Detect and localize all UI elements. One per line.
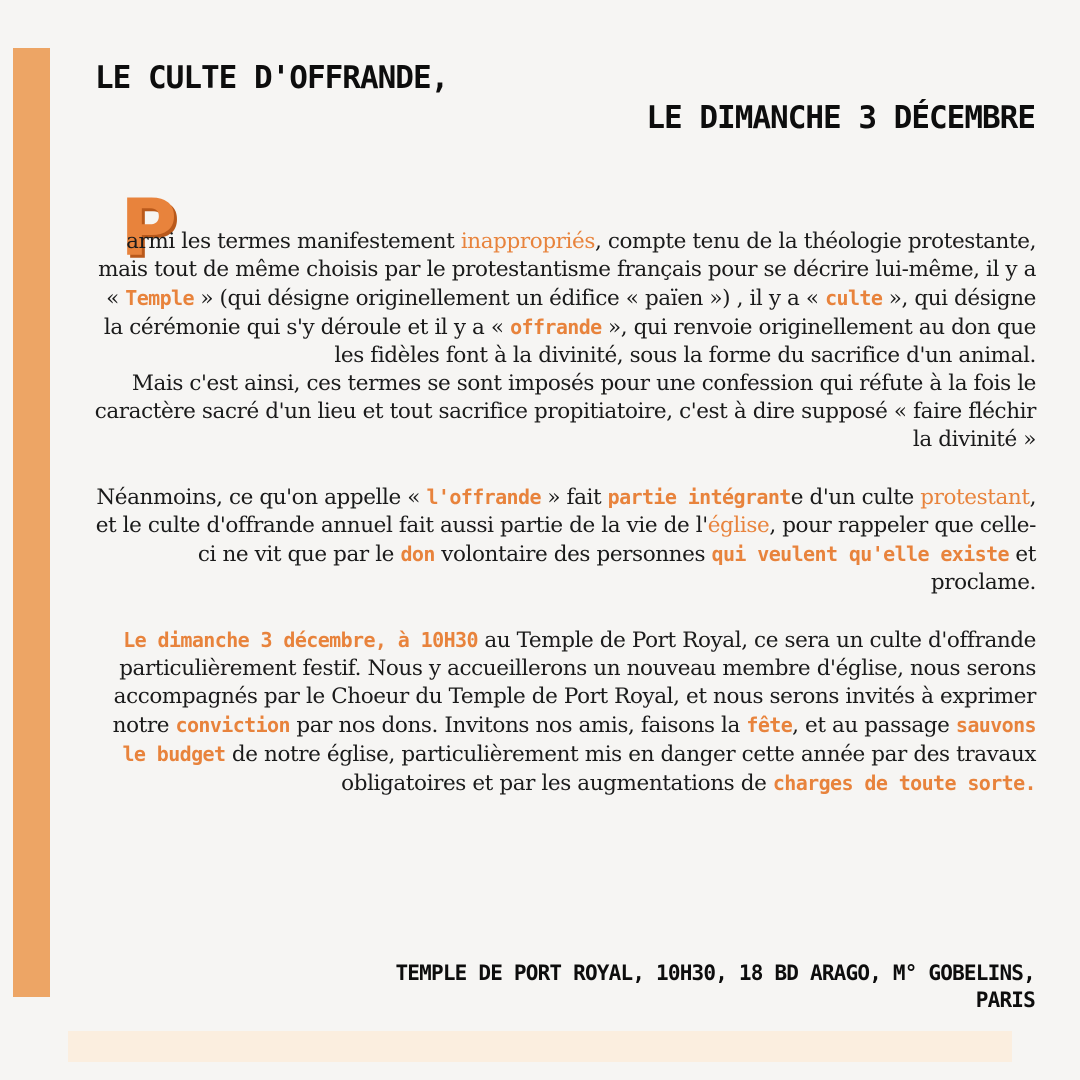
highlight-event-date: Le dimanche 3 décembre, à 10H30 [123, 628, 478, 652]
highlight-culte: culte [825, 286, 883, 310]
title-line-1: LE CULTE D'OFFRANDE, [95, 60, 449, 96]
highlight-fete: fête [746, 713, 793, 737]
text-run: et proclame. [930, 542, 1036, 595]
highlight-temple: Temple [125, 286, 194, 310]
footer-line-1: TEMPLE DE PORT ROYAL, 10H30, 18 BD ARAGO, M° GOBELINS, [395, 961, 1035, 985]
text-run: volontaire des personnes [434, 542, 712, 567]
highlight-eglise: église [707, 513, 770, 538]
drop-cap-letter: P [120, 184, 178, 274]
left-accent-bar [13, 48, 50, 997]
text-run: au Temple de Port Royal, ce sera un culte d'offrande particulièrement festif. Nous y accueillerons un nouveau membre d'église, nous serons accompagnés par le Choeur du Temple de Port Royal, et nous serons invités à exprimer notre [112, 628, 1036, 738]
text-run: » (qui désigne originellement un édifice « païen ») , il y a « [193, 286, 826, 311]
highlight-don: don [400, 542, 435, 566]
text-run: », qui désigne la cérémonie qui s'y déroule et il y a « [103, 286, 1036, 340]
paragraph-offrande [90, 483, 1036, 597]
text-run: », qui renvoie originellement au don que les fidèles font à la divinité, sous la forme du sacrifice d'un animal. [334, 315, 1036, 368]
text-run: , et le culte d'offrande annuel fait aussi partie de la vie de l' [95, 485, 1036, 538]
highlight-conviction: conviction [175, 713, 290, 737]
highlight-qui-veulent: qui veulent qu'elle existe [711, 542, 1009, 566]
text-run: » fait [540, 485, 608, 510]
article-body [90, 228, 1036, 798]
text-run: armi les termes manifestement [126, 229, 461, 254]
highlight-charges: charges de toute sorte. [772, 771, 1036, 795]
footer-address [395, 960, 1035, 1014]
bottom-band [68, 1031, 1012, 1062]
highlight-loffrande: l'offrande [426, 485, 541, 509]
highlight-budget: sauvons le budget [122, 713, 1036, 766]
highlight-partie-integrante: partie intégrant [607, 485, 791, 509]
footer-line-2: PARIS [975, 988, 1035, 1012]
paragraph-intro [90, 228, 1036, 370]
paragraph-intro-continued: Mais c'est ainsi, ces termes se sont imposés pour une confession qui réfute à la fois le caractère sacré d'un lieu et tout sacrifice propitiatoire, c'est à dire supposé « faire fléchir la divinité » [94, 371, 1036, 452]
highlight-protestant: protestant [920, 485, 1030, 510]
paragraph-event [90, 626, 1036, 798]
text-run: de notre église, particulièrement mis en danger cette année par des travaux obligatoires et par les augmentations de [225, 742, 1036, 796]
text-run: Néanmoins, ce qu'on appelle « [96, 485, 427, 510]
text-run: , compte tenu de la théologie protestante, mais tout de même choisis par le protestantisme français pour se décrire lui-même, il y a « [98, 229, 1036, 311]
text-run: , et au passage [792, 713, 956, 738]
text-run: par nos dons. Invitons nos amis, faisons la [289, 713, 747, 738]
text-run: e d'un culte [790, 485, 921, 510]
highlight-offrande: offrande [510, 315, 602, 339]
title-line-2: LE DIMANCHE 3 DÉCEMBRE [646, 100, 1035, 136]
text-run: , pour rappeler que celle-ci ne vit que par le [197, 513, 1036, 567]
highlight-inappropries: inappropriés [460, 229, 595, 254]
